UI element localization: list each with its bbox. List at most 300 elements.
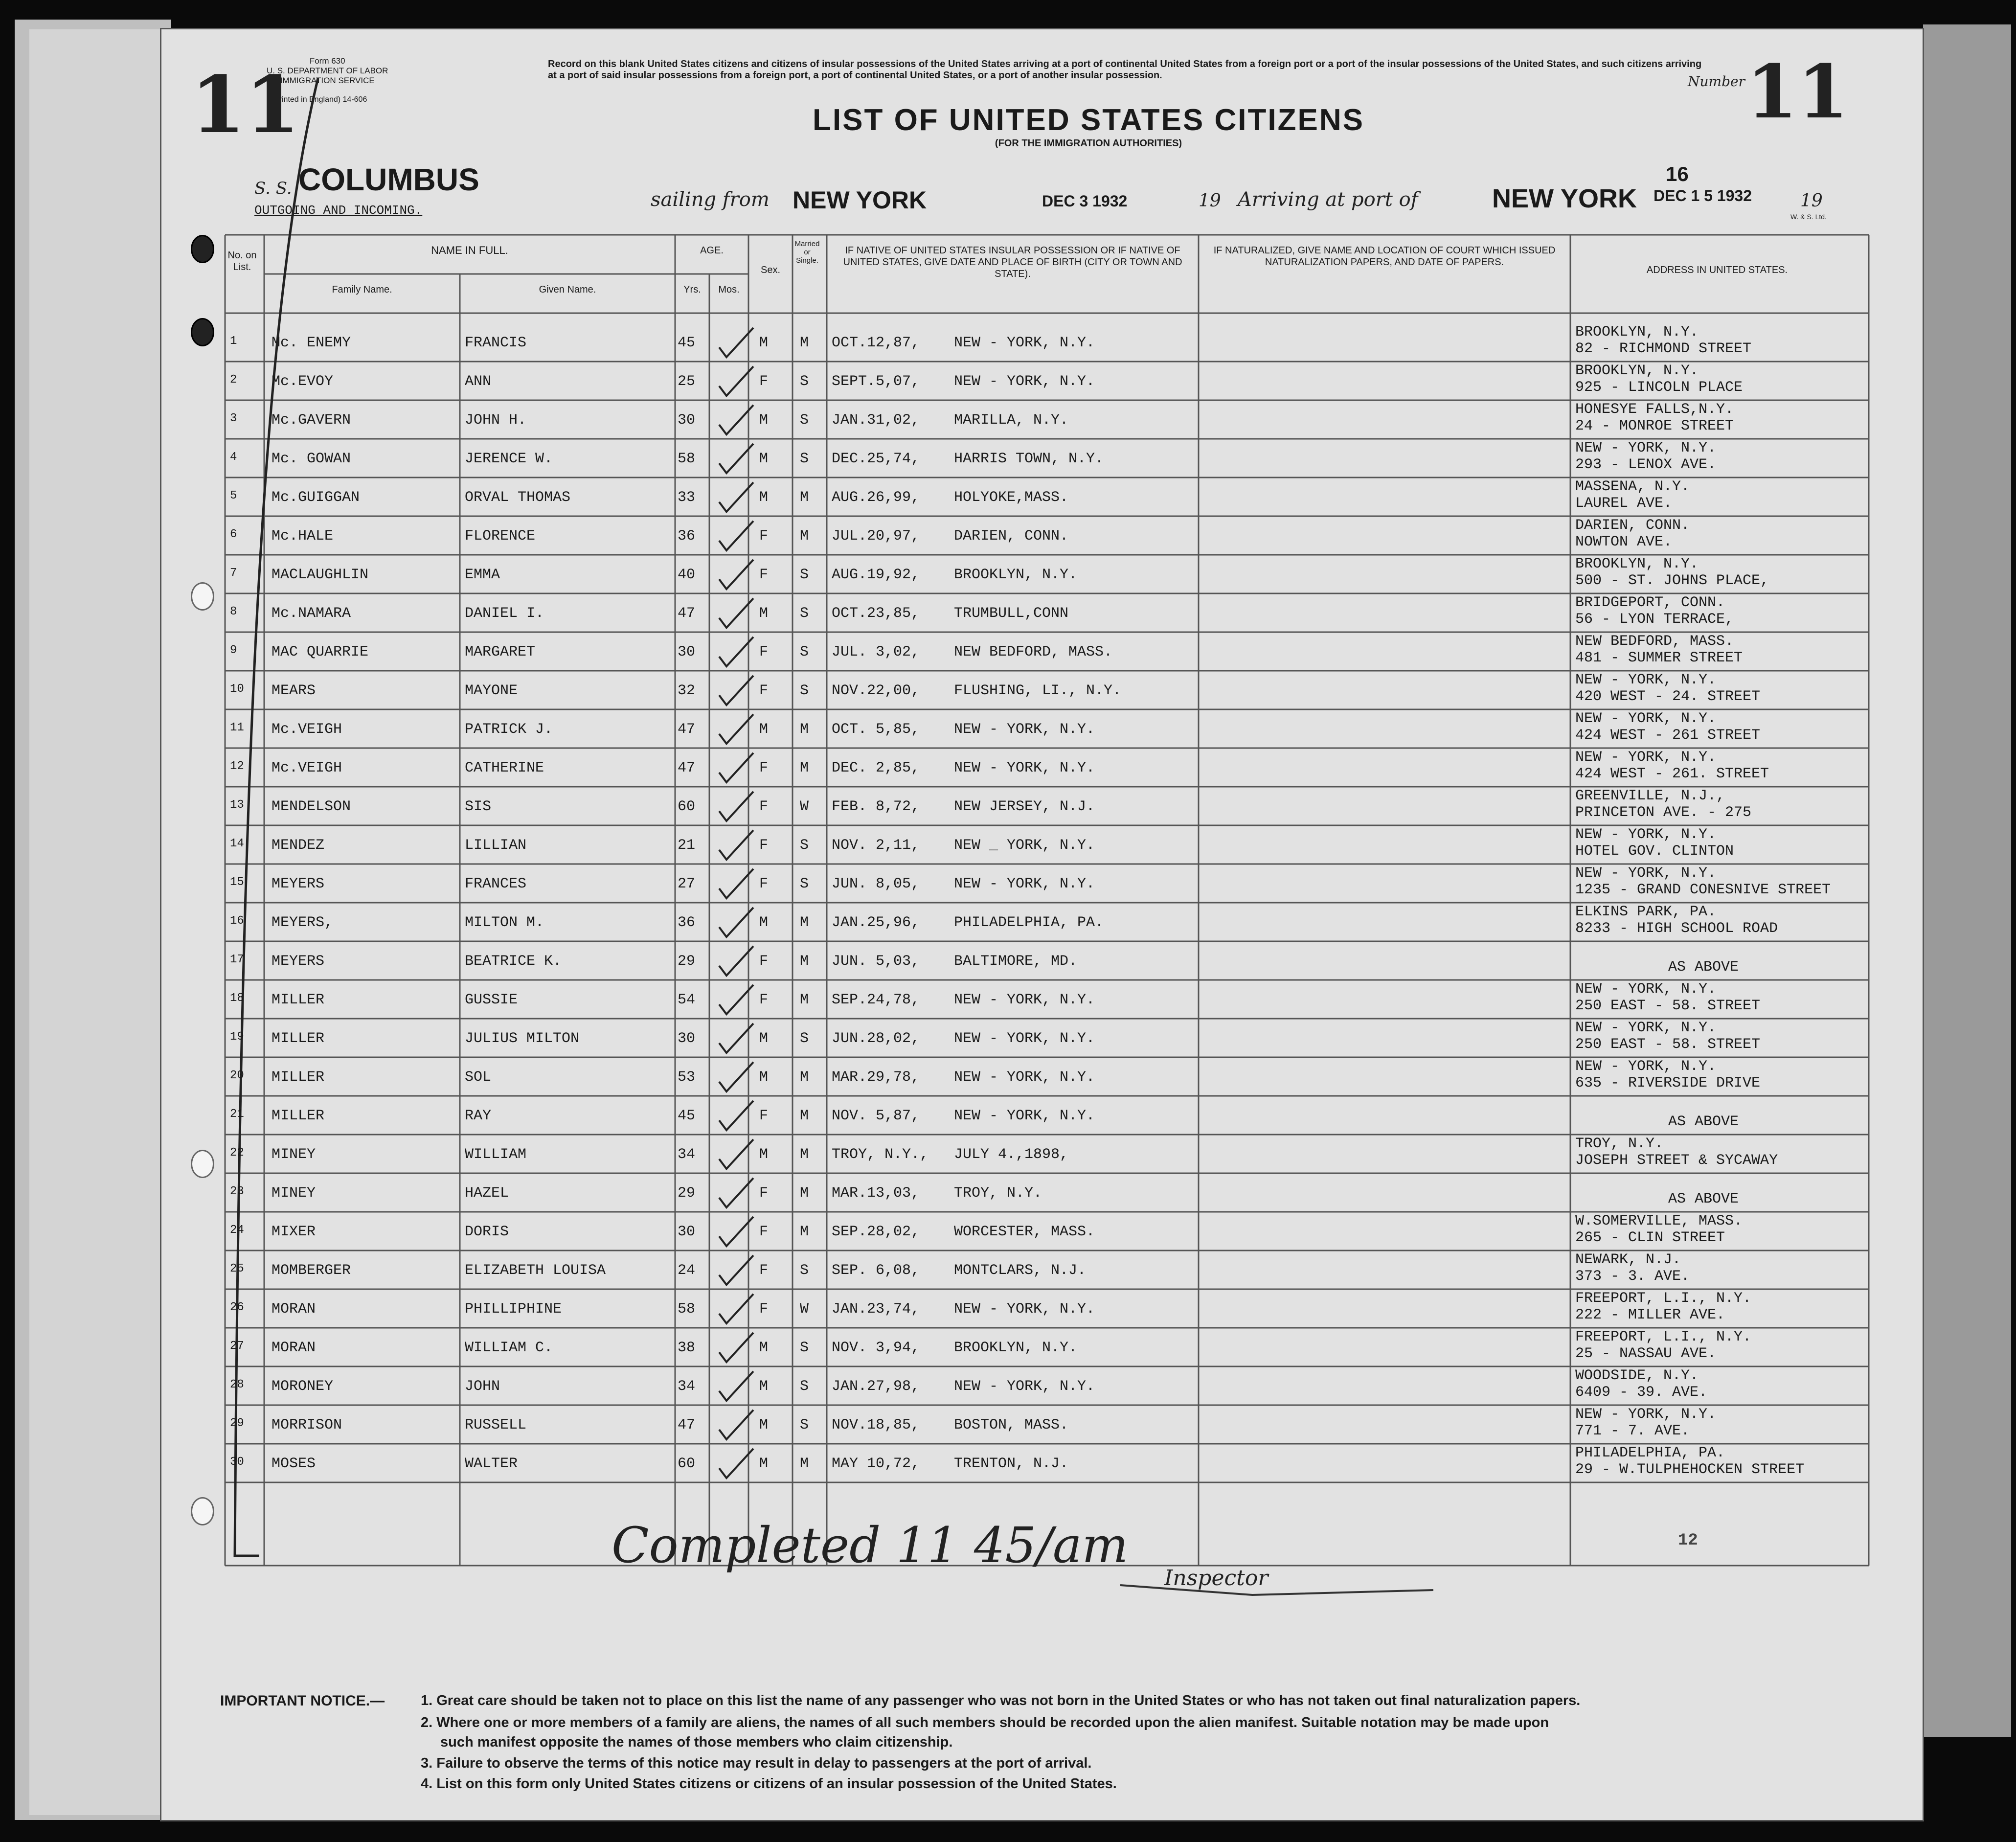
row-number: 12: [230, 760, 244, 773]
given-name: JULIUS MILTON: [465, 1030, 580, 1047]
ship-name: COLUMBUS: [298, 162, 479, 197]
given-name: DANIEL I.: [465, 605, 544, 622]
family-name: MACLAUGHLIN: [272, 567, 369, 583]
marital-status: M: [800, 1108, 809, 1124]
address-line-2: 24 - MONROE STREET: [1575, 418, 1734, 434]
table-row: [161, 516, 1923, 555]
row-number: 19: [230, 1030, 244, 1044]
birth-date: OCT. 5,85,: [832, 721, 920, 738]
birth-date: MAR.29,78,: [832, 1069, 920, 1086]
given-name: ORVAL THOMAS: [465, 489, 571, 506]
address-line-1: TROY, N.Y.: [1575, 1136, 1664, 1152]
family-name: Mc.GAVERN: [272, 412, 351, 429]
given-name: DORIS: [465, 1224, 509, 1240]
birth-place: NEW - YORK, N.Y.: [954, 876, 1095, 892]
marital-status: M: [800, 1455, 809, 1472]
address-line-2: 925 - LINCOLN PLACE: [1575, 379, 1743, 396]
arriving-label: Arriving at port of: [1238, 188, 1418, 211]
address-line-2: 771 - 7. AVE.: [1575, 1423, 1690, 1439]
birth-place: NEW - YORK, N.Y.: [954, 992, 1095, 1008]
row-number: 17: [230, 953, 244, 966]
birth-place: NEW - YORK, N.Y.: [954, 1301, 1095, 1318]
age: 60: [678, 798, 696, 815]
check-mark-icon: [714, 557, 758, 591]
birth-place: BROOKLYN, N.Y.: [954, 1340, 1078, 1356]
marital-status: S: [800, 837, 809, 854]
marital-status: M: [800, 1069, 809, 1086]
age: 38: [678, 1340, 696, 1356]
row-number: 18: [230, 992, 244, 1005]
table-row: [161, 941, 1923, 980]
row-number: 2: [230, 373, 237, 387]
age: 47: [678, 1417, 696, 1433]
row-number: 26: [230, 1301, 244, 1314]
address-line-2: NOWTON AVE.: [1575, 534, 1673, 550]
family-name: MENDEZ: [272, 837, 325, 854]
sex: M: [759, 451, 769, 467]
address-line-2: LAUREL AVE.: [1575, 495, 1673, 512]
birth-date: JUN. 5,03,: [832, 953, 920, 970]
address-line-2: 1235 - GRAND CONESNIVE STREET: [1575, 882, 1831, 898]
table-row: [161, 1057, 1923, 1096]
given-name: MILTON M.: [465, 914, 544, 931]
age: 53: [678, 1069, 696, 1086]
check-mark-icon: [714, 1176, 758, 1210]
birth-date: JAN.31,02,: [832, 412, 920, 429]
marital-status: S: [800, 1378, 809, 1395]
address-line-1: PHILADELPHIA, PA.: [1575, 1445, 1725, 1461]
family-name: MEYERS: [272, 876, 325, 892]
sex: M: [759, 489, 769, 506]
age: 24: [678, 1262, 696, 1279]
birth-place: NEW - YORK, N.Y.: [954, 1378, 1095, 1395]
sex: F: [759, 1185, 769, 1202]
check-mark-icon: [714, 1098, 758, 1133]
row-number: 30: [230, 1455, 244, 1469]
age: 30: [678, 412, 696, 429]
birth-date: NOV. 3,94,: [832, 1340, 920, 1356]
address-line-2: 29 - W.TULPHEHOCKEN STREET: [1575, 1461, 1805, 1478]
family-name: MEYERS: [272, 953, 325, 970]
service: IMMIGRATION SERVICE: [280, 76, 375, 85]
given-name: JOHN: [465, 1378, 500, 1395]
family-name: Mc.GUIGGAN: [272, 489, 360, 506]
page-stack-right: [1923, 24, 2011, 1737]
check-mark-icon: [714, 1060, 758, 1094]
address-line-1: NEW - YORK, N.Y.: [1575, 865, 1717, 882]
given-name: SIS: [465, 798, 492, 815]
birth-date: FEB. 8,72,: [832, 798, 920, 815]
row-number: 29: [230, 1417, 244, 1430]
age: 34: [678, 1146, 696, 1163]
marital-status: S: [800, 373, 809, 390]
row-number: 8: [230, 605, 237, 618]
marital-status: S: [800, 644, 809, 660]
header-age: AGE.: [700, 245, 724, 256]
sex: M: [759, 335, 769, 351]
given-name: FRANCIS: [465, 335, 527, 351]
check-mark-icon: [714, 712, 758, 746]
sailing-date: DEC 3 1932: [1042, 192, 1128, 210]
age: 36: [678, 528, 696, 545]
page-stack-mid: [29, 29, 176, 1815]
sex: F: [759, 567, 769, 583]
family-name: MORRISON: [272, 1417, 342, 1433]
sex: F: [759, 876, 769, 892]
birth-date: SEP.28,02,: [832, 1224, 920, 1240]
table-row: [161, 555, 1923, 594]
birth-date: SEPT.5,07,: [832, 373, 920, 390]
sex: M: [759, 1417, 769, 1433]
check-mark-icon: [714, 1214, 758, 1249]
address-line-1: HONESYE FALLS,N.Y.: [1575, 401, 1734, 418]
birth-place: MARILLA, N.Y.: [954, 412, 1069, 429]
age: 47: [678, 760, 696, 776]
arrival-date: DEC 1 5 1932: [1654, 187, 1752, 205]
birth-place: NEW - YORK, N.Y.: [954, 1108, 1095, 1124]
birth-place: WORCESTER, MASS.: [954, 1224, 1095, 1240]
row-number: 9: [230, 644, 237, 657]
sex: M: [759, 1455, 769, 1472]
age: 30: [678, 1030, 696, 1047]
birth-place: NEW BEDFORD, MASS.: [954, 644, 1113, 660]
birth-date: JAN.23,74,: [832, 1301, 920, 1318]
family-name: MILLER: [272, 1108, 325, 1124]
given-name: ANN: [465, 373, 492, 390]
family-name: MILLER: [272, 1069, 325, 1086]
given-name: LILLIAN: [465, 837, 527, 854]
birth-date: NOV. 5,87,: [832, 1108, 920, 1124]
check-mark-icon: [714, 519, 758, 553]
marital-status: S: [800, 605, 809, 622]
sex: F: [759, 837, 769, 854]
birth-place: BROOKLYN, N.Y.: [954, 567, 1078, 583]
marital-status: S: [800, 682, 809, 699]
marital-status: S: [800, 1417, 809, 1433]
corner-mark: 11: [191, 59, 300, 151]
birth-date: DEC.25,74,: [832, 451, 920, 467]
given-name: FLORENCE: [465, 528, 536, 545]
address-line-2: 293 - LENOX AVE.: [1575, 456, 1717, 473]
address-line-2: 25 - NASSAU AVE.: [1575, 1345, 1717, 1362]
given-name: BEATRICE K.: [465, 953, 562, 970]
check-mark-icon: [714, 1330, 758, 1364]
age: 58: [678, 1301, 696, 1318]
family-name: Mc.NAMARA: [272, 605, 351, 622]
address-line-2: 265 - CLIN STREET: [1575, 1229, 1725, 1246]
row-number: 10: [230, 682, 244, 696]
table-row: [161, 709, 1923, 749]
birth-place: NEW - YORK, N.Y.: [954, 721, 1095, 738]
birth-date: NOV.22,00,: [832, 682, 920, 699]
address-line-1: NEW - YORK, N.Y.: [1575, 981, 1717, 998]
sex: M: [759, 1069, 769, 1086]
age: 32: [678, 682, 696, 699]
marital-status: M: [800, 953, 809, 970]
header-mos: Mos.: [718, 284, 740, 295]
birth-place: TRENTON, N.J.: [954, 1455, 1069, 1472]
sex: M: [759, 721, 769, 738]
family-name: MEARS: [272, 682, 316, 699]
row-number: 1: [230, 335, 237, 348]
family-name: Mc. ENEMY: [272, 335, 351, 351]
given-name: GUSSIE: [465, 992, 518, 1008]
check-mark-icon: [714, 635, 758, 669]
birth-place: TRUMBULL,CONN: [954, 605, 1069, 622]
check-mark-icon: [714, 596, 758, 630]
sex: F: [759, 798, 769, 815]
family-name: MENDELSON: [272, 798, 351, 815]
address-line-2: 424 WEST - 261. STREET: [1575, 766, 1769, 782]
sex: F: [759, 682, 769, 699]
address-line-1: BROOKLYN, N.Y.: [1575, 324, 1699, 341]
marital-status: W: [800, 798, 809, 815]
sex: F: [759, 953, 769, 970]
age: 60: [678, 1455, 696, 1472]
age: 40: [678, 567, 696, 583]
check-mark-icon: [714, 828, 758, 862]
table-row: [161, 593, 1923, 633]
sex: M: [759, 1340, 769, 1356]
birth-date: DEC. 2,85,: [832, 760, 920, 776]
sex: F: [759, 760, 769, 776]
header-given: Given Name.: [539, 284, 596, 295]
birth-place: NEW - YORK, N.Y.: [954, 335, 1095, 351]
birth-date: JUL.20,97,: [832, 528, 920, 545]
marital-status: M: [800, 1224, 809, 1240]
header-address: ADDRESS IN UNITED STATES.: [1646, 265, 1788, 275]
birth-place: TROY, N.Y.: [954, 1185, 1042, 1202]
row-number: 23: [230, 1185, 244, 1198]
age: 47: [678, 721, 696, 738]
age: 45: [678, 1108, 696, 1124]
family-name: MOSES: [272, 1455, 316, 1472]
birth-date: JUN. 8,05,: [832, 876, 920, 892]
birth-date: MAY 10,72,: [832, 1455, 920, 1472]
family-name: MILLER: [272, 992, 325, 1008]
notice-item-2-cont: such manifest opposite the names of those members who claim citizenship.: [440, 1734, 953, 1750]
check-mark-icon: [714, 403, 758, 437]
address-line-2: HOTEL GOV. CLINTON: [1575, 843, 1734, 860]
birth-date: SEP.24,78,: [832, 992, 920, 1008]
marital-status: M: [800, 914, 809, 931]
table-row: [161, 439, 1923, 478]
birth-date: NOV.18,85,: [832, 1417, 920, 1433]
sex: M: [759, 1030, 769, 1047]
age: 47: [678, 605, 696, 622]
header-naturalized: IF NATURALIZED, GIVE NAME AND LOCATION OF COURT WHICH ISSUED NATURALIZATION PAPERS, AND DATE OF PAPERS.: [1213, 245, 1556, 268]
row-number: 21: [230, 1108, 244, 1121]
outgoing-label: OUTGOING AND INCOMING.: [254, 203, 423, 218]
table-row: [161, 478, 1923, 517]
birth-place: BALTIMORE, MD.: [954, 953, 1078, 970]
family-name: Mc.VEIGH: [272, 760, 342, 776]
sex: F: [759, 1301, 769, 1318]
table-row: [161, 864, 1923, 903]
birth-place: NEW - YORK, N.Y.: [954, 1069, 1095, 1086]
check-mark-icon: [714, 982, 758, 1017]
birth-place: NEW - YORK, N.Y.: [954, 760, 1095, 776]
row-number: 14: [230, 837, 244, 850]
table-row: [161, 1444, 1923, 1483]
notice-item-4: 4. List on this form only United States citizens or citizens of an insular possession of the United States.: [421, 1776, 1117, 1792]
family-name: MAC QUARRIE: [272, 644, 369, 660]
given-name: PHILLIPHINE: [465, 1301, 562, 1318]
header-no: No. on List.: [227, 250, 257, 273]
marital-status: W: [800, 1301, 809, 1318]
row-number: 15: [230, 876, 244, 889]
birth-place: HOLYOKE,MASS.: [954, 489, 1069, 506]
birth-place: BOSTON, MASS.: [954, 1417, 1069, 1433]
sex: M: [759, 1378, 769, 1395]
family-name: MIXER: [272, 1224, 316, 1240]
address-line-1: NEW - YORK, N.Y.: [1575, 440, 1717, 456]
arrival-port: NEW YORK: [1492, 184, 1637, 213]
row-number: 28: [230, 1378, 244, 1391]
printed-note: Printed in England) 14-606: [274, 95, 367, 104]
header-married: Married or Single.: [794, 240, 820, 265]
age: 58: [678, 451, 696, 467]
row-number: 3: [230, 412, 237, 425]
marital-status: S: [800, 1262, 809, 1279]
table-row: [161, 825, 1923, 864]
check-mark-icon: [714, 1369, 758, 1403]
address-line-1: BROOKLYN, N.Y.: [1575, 556, 1699, 572]
notice-item-1: 1. Great care should be taken not to place on this list the name of any passenger who was not born in the United States or who has not taken out final naturalization papers.: [421, 1693, 1581, 1708]
check-mark-icon: [714, 1292, 758, 1326]
printer-mark: W. & S. Ltd.: [1790, 213, 1827, 221]
document-subtitle: (FOR THE IMMIGRATION AUTHORITIES): [995, 138, 1182, 149]
sex: M: [759, 1146, 769, 1163]
number-value: 11: [1746, 49, 1849, 135]
sex: F: [759, 373, 769, 390]
address-line-1: BROOKLYN, N.Y.: [1575, 363, 1699, 379]
age: 33: [678, 489, 696, 506]
table-row: [161, 400, 1923, 439]
check-mark-icon: [714, 866, 758, 901]
check-mark-icon: [714, 1446, 758, 1480]
family-name: MORONEY: [272, 1378, 334, 1395]
address-line-1: NEW - YORK, N.Y.: [1575, 749, 1717, 766]
marital-status: S: [800, 1340, 809, 1356]
family-name: Mc.HALE: [272, 528, 334, 545]
address-line-2: 82 - RICHMOND STREET: [1575, 341, 1752, 357]
address-line-1: FREEPORT, L.I., N.Y.: [1575, 1329, 1752, 1345]
birth-place: NEW _ YORK, N.Y.: [954, 837, 1095, 854]
sex: F: [759, 1224, 769, 1240]
address-line-1: NEW - YORK, N.Y.: [1575, 826, 1717, 843]
header-family: Family Name.: [332, 284, 392, 295]
address-line-2: AS ABOVE: [1668, 959, 1739, 976]
birth-date: NOV. 2,11,: [832, 837, 920, 854]
form-number: Form 630: [309, 56, 345, 66]
table-row: [161, 787, 1923, 826]
address-line-1: FREEPORT, L.I., N.Y.: [1575, 1290, 1752, 1307]
family-name: MILLER: [272, 1030, 325, 1047]
header-sex: Sex.: [760, 265, 781, 275]
address-line-1: NEW BEDFORD, MASS.: [1575, 633, 1734, 650]
marital-status: M: [800, 992, 809, 1008]
address-line-1: NEWARK, N.J.: [1575, 1251, 1681, 1268]
birth-date: AUG.26,99,: [832, 489, 920, 506]
sex: F: [759, 1262, 769, 1279]
row-number: 24: [230, 1224, 244, 1237]
given-name: FRANCES: [465, 876, 527, 892]
birth-date: MAR.13,03,: [832, 1185, 920, 1202]
age: 30: [678, 1224, 696, 1240]
marital-status: S: [800, 1030, 809, 1047]
birth-place: FLUSHING, LI., N.Y.: [954, 682, 1122, 699]
birth-date: JAN.25,96,: [832, 914, 920, 931]
address-line-2: JOSEPH STREET & SYCAWAY: [1575, 1152, 1778, 1169]
table-row: [161, 1328, 1923, 1367]
address-line-2: 424 WEST - 261 STREET: [1575, 727, 1761, 744]
family-name: Mc.VEIGH: [272, 721, 342, 738]
given-name: RAY: [465, 1108, 492, 1124]
given-name: JERENCE W.: [465, 451, 553, 467]
marital-status: S: [800, 567, 809, 583]
marital-status: M: [800, 489, 809, 506]
record-note: Record on this blank United States citizens and citizens of insular possessions of the United States arriving at a port of continental United States from a foreign port or a port of the insular possessions of the United States, and such citizens arriving at a port of said insular possessions from a foreign port, a port of continental United States, or a port of another insular possession.: [548, 59, 1702, 81]
marital-status: M: [800, 1185, 809, 1202]
completed-note: Completed 11 45/am: [612, 1517, 1129, 1574]
check-mark-icon: [714, 1137, 758, 1171]
year-label: 19: [1199, 191, 1221, 211]
address-line-2: 420 WEST - 24. STREET: [1575, 688, 1761, 705]
table-row: [161, 980, 1923, 1019]
sex: F: [759, 1108, 769, 1124]
age: 34: [678, 1378, 696, 1395]
notice-heading: IMPORTANT NOTICE.—: [220, 1693, 385, 1709]
address-line-2: 6409 - 39. AVE.: [1575, 1384, 1708, 1401]
family-name: Mc.EVOY: [272, 373, 334, 390]
birth-place: MONTCLARS, N.J.: [954, 1262, 1087, 1279]
address-line-2: 250 EAST - 58. STREET: [1575, 998, 1761, 1014]
manifest-page: [161, 29, 1923, 1820]
check-mark-icon: [714, 1253, 758, 1287]
given-name: PATRICK J.: [465, 721, 553, 738]
table-row: [161, 1405, 1923, 1444]
given-name: SOL: [465, 1069, 492, 1086]
check-mark-icon: [714, 673, 758, 707]
birth-date: JUL. 3,02,: [832, 644, 920, 660]
table-row: [161, 671, 1923, 710]
family-name: MORAN: [272, 1340, 316, 1356]
row-number: 6: [230, 528, 237, 541]
row-number: 4: [230, 451, 237, 464]
sex: M: [759, 914, 769, 931]
family-name: MEYERS,: [272, 914, 334, 931]
table-row: [161, 1135, 1923, 1174]
address-line-2: AS ABOVE: [1668, 1191, 1739, 1207]
family-name: MORAN: [272, 1301, 316, 1318]
row-number: 5: [230, 489, 237, 502]
marital-status: M: [800, 760, 809, 776]
department: U. S. DEPARTMENT OF LABOR: [267, 66, 388, 75]
birth-place: NEW JERSEY, N.J.: [954, 798, 1095, 815]
marital-status: S: [800, 412, 809, 429]
given-name: JOHN H.: [465, 412, 527, 429]
address-line-1: NEW - YORK, N.Y.: [1575, 1020, 1717, 1036]
address-line-1: NEW - YORK, N.Y.: [1575, 1406, 1717, 1423]
table-row: [161, 1289, 1923, 1328]
given-name: WILLIAM: [465, 1146, 527, 1163]
table-row: [161, 362, 1923, 401]
given-name: WILLIAM C.: [465, 1340, 553, 1356]
birth-place: PHILADELPHIA, PA.: [954, 914, 1104, 931]
sailing-label: sailing from: [651, 188, 770, 211]
marital-status: S: [800, 451, 809, 467]
